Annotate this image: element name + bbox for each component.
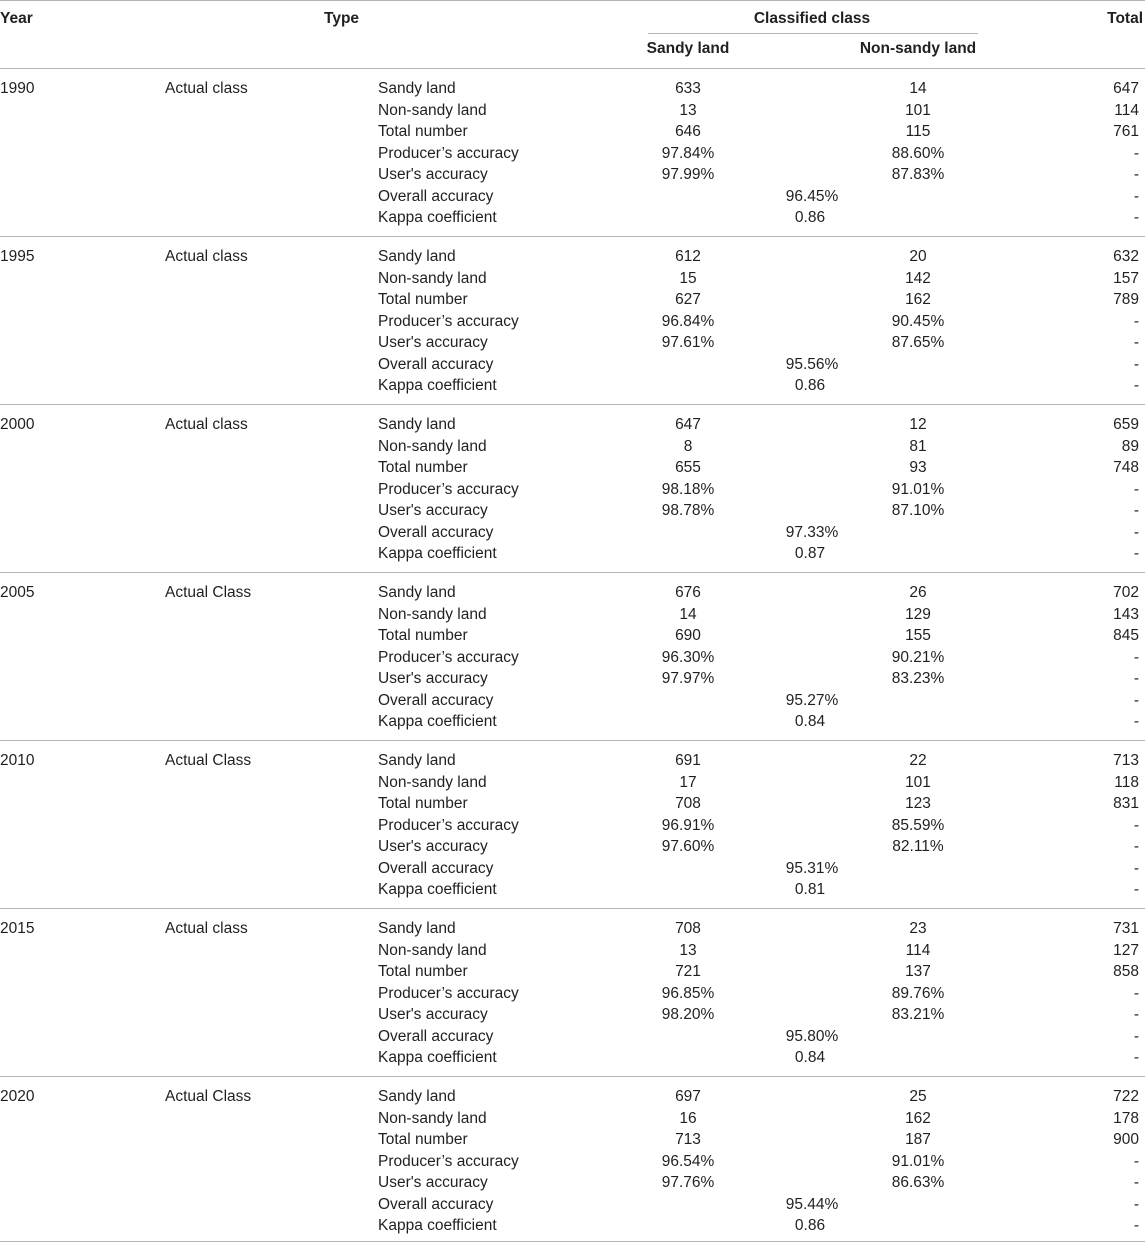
total-value: - (1133, 881, 1139, 898)
non-sandy-land-value: 83.21% (891, 1006, 945, 1023)
total-value: - (1133, 312, 1139, 330)
kappa-coefficient-value: 0.86 (794, 209, 826, 226)
non-sandy-land-value: 101 (905, 101, 931, 119)
total-value: - (1133, 523, 1139, 541)
row-label: Non-sandy land (378, 773, 487, 791)
total-value: - (1133, 670, 1139, 687)
sandy-land-value: 612 (675, 248, 701, 265)
non-sandy-land-value: 93 (909, 459, 927, 476)
non-sandy-land-value: 26 (909, 584, 927, 601)
row-label: User's accuracy (378, 838, 488, 855)
total-value: - (1133, 545, 1139, 562)
total-value: 713 (1113, 752, 1139, 769)
kappa-coefficient-value: 0.84 (794, 713, 826, 730)
total-value: 647 (1113, 80, 1139, 97)
total-value: - (1133, 334, 1139, 351)
sandy-land-value: 713 (675, 1131, 701, 1148)
year-cell: 1995 (0, 248, 35, 265)
non-sandy-land-value: 20 (909, 248, 927, 265)
total-value: 748 (1113, 459, 1139, 476)
top-rule (0, 0, 1145, 1)
row-label: Total number (378, 291, 468, 308)
kappa-coefficient-value: 0.84 (794, 1049, 826, 1066)
non-sandy-land-value: 137 (905, 963, 931, 980)
sandy-land-value: 721 (675, 963, 701, 980)
year-cell: 2015 (0, 920, 35, 937)
total-value: - (1133, 1006, 1139, 1023)
non-sandy-land-value: 87.83% (891, 166, 945, 183)
row-label: Sandy land (378, 80, 456, 97)
type-cell: Actual class (165, 80, 248, 97)
row-label: Sandy land (378, 416, 456, 433)
sandy-land-value: 708 (675, 920, 701, 937)
sandy-land-value: 17 (679, 773, 697, 791)
header-type: Type (324, 10, 360, 27)
total-value: - (1133, 691, 1139, 709)
total-value: 845 (1113, 627, 1139, 644)
total-value: 789 (1113, 291, 1139, 308)
non-sandy-land-value: 162 (905, 291, 931, 308)
header-total: Total (1107, 10, 1143, 27)
total-value: - (1133, 838, 1139, 855)
row-label: Non-sandy land (378, 1109, 487, 1127)
non-sandy-land-value: 101 (905, 773, 931, 791)
sandy-land-value: 8 (683, 437, 693, 455)
total-value: 143 (1113, 605, 1139, 623)
row-label: Producer’s accuracy (378, 1152, 519, 1170)
total-value: - (1133, 984, 1139, 1002)
row-label: Total number (378, 627, 468, 644)
header-classified-class: Classified class (753, 10, 871, 27)
overall-accuracy-value: 95.27% (785, 691, 839, 709)
row-label: Overall accuracy (378, 1027, 494, 1045)
total-value: - (1133, 1217, 1139, 1234)
row-label: Overall accuracy (378, 187, 494, 205)
header-sandy-land: Sandy land (646, 40, 730, 57)
total-value: - (1133, 377, 1139, 394)
non-sandy-land-value: 129 (905, 605, 931, 623)
sandy-land-value: 96.84% (661, 312, 715, 330)
row-label: Total number (378, 795, 468, 812)
group-separator (0, 740, 1145, 741)
sandy-land-value: 97.84% (661, 144, 715, 162)
sandy-land-value: 96.30% (661, 648, 715, 666)
non-sandy-land-value: 83.23% (891, 670, 945, 687)
row-label: User's accuracy (378, 166, 488, 183)
non-sandy-land-value: 91.01% (891, 1152, 945, 1170)
overall-accuracy-value: 95.80% (785, 1027, 839, 1045)
sandy-land-value: 96.91% (661, 816, 715, 834)
row-label: Overall accuracy (378, 691, 494, 709)
overall-accuracy-value: 96.45% (785, 187, 839, 205)
sandy-land-value: 627 (675, 291, 701, 308)
type-cell: Actual Class (165, 752, 252, 769)
row-label: Total number (378, 963, 468, 980)
row-label: Sandy land (378, 248, 456, 265)
non-sandy-land-value: 114 (905, 941, 931, 959)
sandy-land-value: 97.99% (661, 166, 715, 183)
sandy-land-value: 708 (675, 795, 701, 812)
row-label: Total number (378, 1131, 468, 1148)
total-value: - (1133, 859, 1139, 877)
non-sandy-land-value: 87.10% (891, 502, 945, 519)
row-label: Kappa coefficient (378, 209, 497, 226)
bottom-rule (0, 1241, 1145, 1242)
kappa-coefficient-value: 0.86 (794, 377, 826, 394)
row-label: User's accuracy (378, 502, 488, 519)
row-label: Overall accuracy (378, 1195, 494, 1213)
non-sandy-land-value: 123 (905, 795, 931, 812)
non-sandy-land-value: 90.45% (891, 312, 945, 330)
row-label: Sandy land (378, 1088, 456, 1105)
total-value: 118 (1114, 773, 1139, 791)
row-label: Total number (378, 123, 468, 140)
non-sandy-land-value: 85.59% (891, 816, 945, 834)
sandy-land-value: 13 (679, 101, 697, 119)
type-cell: Actual class (165, 248, 248, 265)
non-sandy-land-value: 162 (905, 1109, 931, 1127)
sandy-land-value: 97.97% (661, 670, 715, 687)
total-value: - (1133, 187, 1139, 205)
sandy-land-value: 97.60% (661, 838, 715, 855)
kappa-coefficient-value: 0.87 (794, 545, 826, 562)
non-sandy-land-value: 91.01% (891, 480, 945, 498)
sandy-land-value: 98.78% (661, 502, 715, 519)
row-label: Overall accuracy (378, 355, 494, 373)
header-year: Year (0, 10, 33, 27)
kappa-coefficient-value: 0.86 (794, 1217, 826, 1234)
sandy-land-value: 647 (675, 416, 701, 433)
row-label: Sandy land (378, 752, 456, 769)
group-separator (0, 1076, 1145, 1077)
group-separator (0, 908, 1145, 909)
total-value: - (1133, 816, 1139, 834)
kappa-coefficient-value: 0.81 (794, 881, 826, 898)
row-label: Producer’s accuracy (378, 144, 519, 162)
non-sandy-land-value: 22 (909, 752, 927, 769)
total-value: - (1133, 1027, 1139, 1045)
row-label: Non-sandy land (378, 605, 487, 623)
non-sandy-land-value: 14 (909, 80, 927, 97)
sandy-land-value: 15 (679, 269, 697, 287)
sandy-land-value: 676 (675, 584, 701, 601)
type-cell: Actual class (165, 416, 248, 433)
group-separator (0, 236, 1145, 237)
row-label: Total number (378, 459, 468, 476)
row-label: Kappa coefficient (378, 881, 497, 898)
sandy-land-value: 690 (675, 627, 701, 644)
row-label: Producer’s accuracy (378, 480, 519, 498)
non-sandy-land-value: 90.21% (891, 648, 945, 666)
non-sandy-land-value: 87.65% (891, 334, 945, 351)
total-value: 178 (1113, 1109, 1139, 1127)
total-value: - (1133, 480, 1139, 498)
row-label: Sandy land (378, 584, 456, 601)
non-sandy-land-value: 187 (905, 1131, 931, 1148)
non-sandy-land-value: 115 (905, 123, 931, 140)
row-label: Non-sandy land (378, 941, 487, 959)
row-label: Producer’s accuracy (378, 312, 519, 330)
total-value: 127 (1113, 941, 1139, 959)
sandy-land-value: 98.18% (661, 480, 715, 498)
non-sandy-land-value: 81 (909, 437, 927, 455)
overall-accuracy-value: 95.44% (785, 1195, 839, 1213)
non-sandy-land-value: 25 (909, 1088, 927, 1105)
total-value: 632 (1113, 248, 1139, 265)
total-value: - (1133, 166, 1139, 183)
sandy-land-value: 16 (679, 1109, 697, 1127)
year-cell: 2000 (0, 416, 35, 433)
year-cell: 2020 (0, 1088, 35, 1105)
total-value: 659 (1113, 416, 1139, 433)
total-value: 722 (1113, 1088, 1139, 1105)
row-label: Producer’s accuracy (378, 816, 519, 834)
total-value: - (1133, 209, 1139, 226)
total-value: - (1133, 355, 1139, 373)
sandy-land-value: 98.20% (661, 1006, 715, 1023)
sandy-land-value: 97.61% (661, 334, 715, 351)
classified-class-rule (648, 33, 978, 34)
header-non-sandy-land: Non-sandy land (859, 40, 977, 57)
total-value: - (1133, 502, 1139, 519)
overall-accuracy-value: 95.31% (785, 859, 839, 877)
total-value: - (1133, 713, 1139, 730)
sandy-land-value: 655 (675, 459, 701, 476)
total-value: - (1133, 1174, 1139, 1191)
total-value: 89 (1121, 437, 1139, 455)
type-cell: Actual class (165, 920, 248, 937)
total-value: 157 (1113, 269, 1139, 287)
year-cell: 2005 (0, 584, 35, 601)
overall-accuracy-value: 97.33% (785, 523, 839, 541)
overall-accuracy-value: 95.56% (785, 355, 839, 373)
total-value: 858 (1113, 963, 1139, 980)
sandy-land-value: 697 (675, 1088, 701, 1105)
non-sandy-land-value: 12 (909, 416, 927, 433)
sandy-land-value: 96.54% (661, 1152, 715, 1170)
total-value: 831 (1113, 795, 1139, 812)
total-value: - (1133, 144, 1139, 162)
year-cell: 1990 (0, 80, 35, 97)
year-cell: 2010 (0, 752, 35, 769)
sandy-land-value: 13 (679, 941, 697, 959)
sandy-land-value: 646 (675, 123, 701, 140)
row-label: Overall accuracy (378, 523, 494, 541)
total-value: - (1133, 648, 1139, 666)
row-label: Kappa coefficient (378, 713, 497, 730)
non-sandy-land-value: 142 (905, 269, 931, 287)
type-cell: Actual Class (165, 584, 252, 601)
row-label: Producer’s accuracy (378, 648, 519, 666)
total-value: - (1133, 1152, 1139, 1170)
sandy-land-value: 97.76% (661, 1174, 715, 1191)
total-value: 731 (1113, 920, 1139, 937)
row-label: Kappa coefficient (378, 1049, 497, 1066)
row-label: User's accuracy (378, 1174, 488, 1191)
non-sandy-land-value: 23 (909, 920, 927, 937)
row-label: Kappa coefficient (378, 377, 497, 394)
non-sandy-land-value: 89.76% (891, 984, 945, 1002)
type-cell: Actual Class (165, 1088, 252, 1105)
non-sandy-land-value: 82.11% (892, 838, 944, 855)
sandy-land-value: 633 (675, 80, 701, 97)
row-label: User's accuracy (378, 670, 488, 687)
non-sandy-land-value: 86.63% (891, 1174, 945, 1191)
row-label: Non-sandy land (378, 101, 487, 119)
non-sandy-land-value: 155 (905, 627, 931, 644)
group-separator (0, 404, 1145, 405)
row-label: Sandy land (378, 920, 456, 937)
total-value: 900 (1113, 1131, 1139, 1148)
sandy-land-value: 691 (675, 752, 701, 769)
row-label: Kappa coefficient (378, 1217, 497, 1234)
non-sandy-land-value: 88.60% (891, 144, 945, 162)
row-label: Non-sandy land (378, 269, 487, 287)
total-value: 702 (1113, 584, 1139, 601)
total-value: - (1133, 1195, 1139, 1213)
row-label: Non-sandy land (378, 437, 487, 455)
row-label: User's accuracy (378, 334, 488, 351)
header-rule (0, 68, 1145, 69)
sandy-land-value: 14 (679, 605, 697, 623)
total-value: 114 (1114, 101, 1139, 119)
total-value: - (1133, 1049, 1139, 1066)
row-label: User's accuracy (378, 1006, 488, 1023)
row-label: Producer’s accuracy (378, 984, 519, 1002)
row-label: Overall accuracy (378, 859, 494, 877)
sandy-land-value: 96.85% (661, 984, 715, 1002)
total-value: 761 (1113, 123, 1139, 140)
row-label: Kappa coefficient (378, 545, 497, 562)
group-separator (0, 572, 1145, 573)
